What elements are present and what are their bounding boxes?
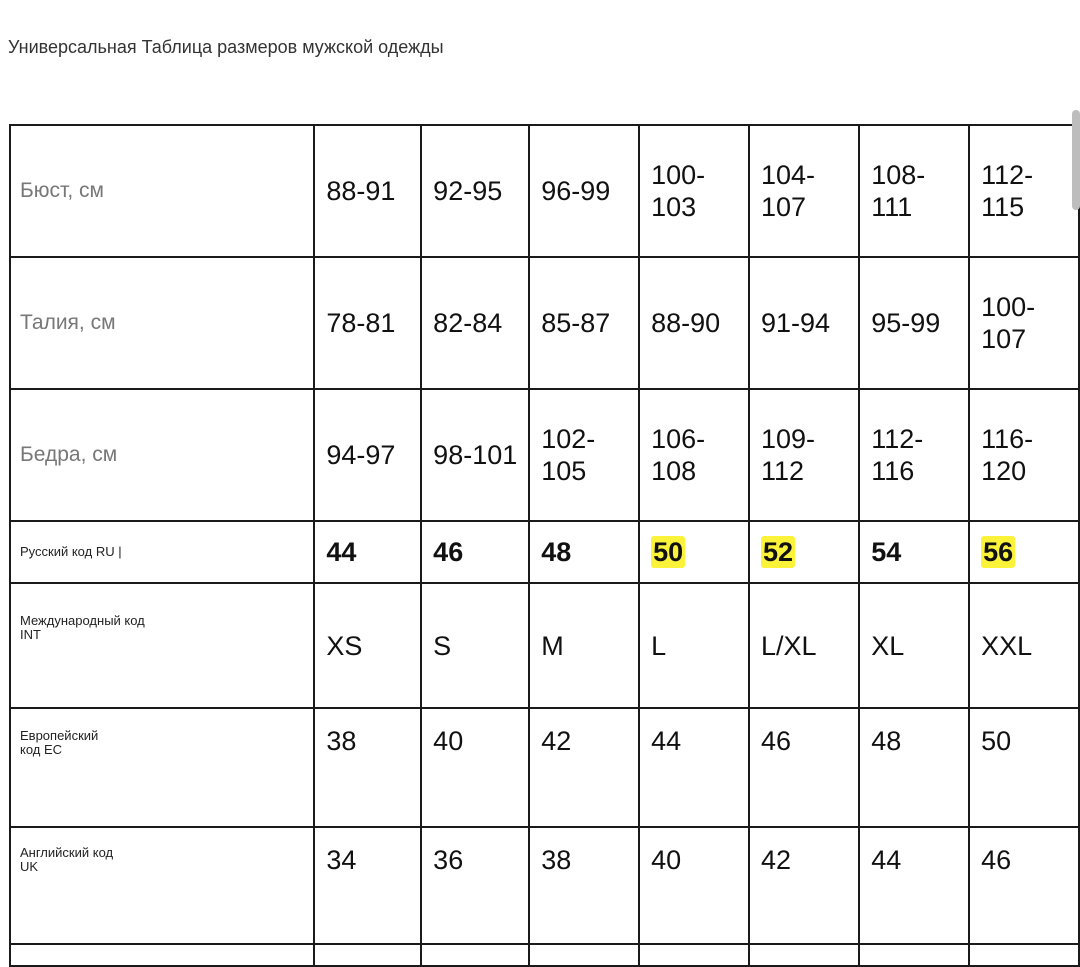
cell-value: 109-112 xyxy=(760,424,816,486)
table-cell xyxy=(314,257,421,389)
table-cell xyxy=(314,944,421,966)
cell-value: 78-81 xyxy=(326,308,396,338)
cell-value: 82-84 xyxy=(433,308,503,338)
cell-value: XL xyxy=(871,630,905,661)
table-cell xyxy=(749,583,859,708)
table-cell xyxy=(529,389,639,521)
table-cell xyxy=(749,521,859,583)
cell-value: L/XL xyxy=(760,630,817,661)
table-row-int-code xyxy=(10,583,1079,708)
table-cell xyxy=(529,827,639,944)
cell-value: L xyxy=(651,630,667,661)
table-cell xyxy=(969,257,1079,389)
cell-value: 40 xyxy=(651,845,682,875)
table-cell xyxy=(10,944,314,966)
cell-value: 46 xyxy=(981,845,1012,875)
row-label: Бюст, см xyxy=(20,179,104,202)
cell-value: 96-99 xyxy=(541,176,611,206)
row-label: Бедра, см xyxy=(20,443,118,466)
table-cell xyxy=(639,257,749,389)
table-cell xyxy=(421,521,529,583)
table-cell xyxy=(969,125,1079,257)
cell-value: 38 xyxy=(326,726,357,756)
table-cell xyxy=(969,389,1079,521)
table-cell xyxy=(969,583,1079,708)
table-cell xyxy=(421,125,529,257)
table-cell xyxy=(529,583,639,708)
table-cell xyxy=(314,521,421,583)
table-cell xyxy=(639,827,749,944)
highlighted-cell-value: 56 xyxy=(983,537,1014,567)
table-cell xyxy=(749,389,859,521)
cell-value: 42 xyxy=(760,845,792,875)
scrollbar-thumb[interactable] xyxy=(1072,110,1080,210)
table-cell xyxy=(421,944,529,966)
cell-value: 100-107 xyxy=(981,292,1036,354)
cell-value: 112-115 xyxy=(981,160,1034,222)
table-row-bust xyxy=(10,125,1079,257)
cell-value: 98-101 xyxy=(433,440,518,470)
row-label: Талия, см xyxy=(20,311,116,334)
cell-value: 104-107 xyxy=(760,160,816,222)
table-cell xyxy=(969,944,1079,966)
cell-value: 85-87 xyxy=(541,308,611,338)
table-cell xyxy=(421,708,529,827)
table-cell xyxy=(529,125,639,257)
cell-value: 94-97 xyxy=(326,440,396,470)
table-cell xyxy=(749,944,859,966)
table-cell xyxy=(749,827,859,944)
table-cell xyxy=(639,389,749,521)
cell-value: 100-103 xyxy=(651,160,706,222)
cell-value: 40 xyxy=(433,726,464,756)
row-label-cell xyxy=(10,708,314,827)
cell-value: 112-116 xyxy=(871,424,924,486)
table-cell xyxy=(639,125,749,257)
cell-value: XXL xyxy=(981,630,1033,661)
cell-value: 116-120 xyxy=(981,424,1034,486)
table-cell xyxy=(421,827,529,944)
row-label-cell xyxy=(10,125,314,257)
table-cell xyxy=(314,827,421,944)
cell-value: 46 xyxy=(433,537,464,567)
table-cell xyxy=(421,389,529,521)
cell-value: 44 xyxy=(651,726,682,756)
table-cell xyxy=(421,583,529,708)
table-cell xyxy=(859,521,969,583)
row-label-cell xyxy=(10,827,314,944)
cell-value: 48 xyxy=(871,726,902,756)
table-row-waist xyxy=(10,257,1079,389)
table-cell xyxy=(314,708,421,827)
cell-value: 102-105 xyxy=(541,424,596,486)
table-cell xyxy=(314,583,421,708)
cell-value: 108-111 xyxy=(871,160,926,222)
highlighted-cell-value: 52 xyxy=(762,537,794,567)
table-cell xyxy=(859,944,969,966)
table-row-eu-code xyxy=(10,708,1079,827)
cell-value: 36 xyxy=(433,845,464,875)
table-cell xyxy=(421,257,529,389)
table-cell xyxy=(314,389,421,521)
cell-value: 95-99 xyxy=(871,308,941,338)
table-cell xyxy=(639,708,749,827)
table-cell xyxy=(859,257,969,389)
cell-value: XS xyxy=(326,630,363,661)
row-label-cell xyxy=(10,583,314,708)
table-cell xyxy=(529,257,639,389)
table-row-ru-code xyxy=(10,521,1079,583)
row-label-cell xyxy=(10,389,314,521)
cell-value: 88-90 xyxy=(651,308,721,338)
size-table xyxy=(9,124,1080,967)
table-cell xyxy=(969,521,1079,583)
cell-value: 92-95 xyxy=(433,176,503,206)
cell-value: 46 xyxy=(760,726,792,756)
page-title: Универсальная Таблица размеров мужской одежды xyxy=(8,37,444,57)
cell-value: 88-91 xyxy=(326,176,396,206)
cell-value: S xyxy=(433,630,452,661)
table-cell xyxy=(639,583,749,708)
table-cell xyxy=(859,389,969,521)
row-label-cell xyxy=(10,257,314,389)
table-cell xyxy=(749,257,859,389)
row-label: Русский код RU | xyxy=(20,544,122,559)
cell-value: 42 xyxy=(541,726,572,756)
table-cell xyxy=(859,708,969,827)
table-row-uk-code xyxy=(10,827,1079,944)
table-cell xyxy=(969,708,1079,827)
table-cell xyxy=(529,521,639,583)
cell-value: 50 xyxy=(981,726,1012,756)
table-row-hips xyxy=(10,389,1079,521)
table-cell xyxy=(529,944,639,966)
cell-value: 44 xyxy=(871,845,902,875)
cell-value: 34 xyxy=(326,845,357,875)
row-label: Английский код UK xyxy=(20,845,114,874)
table-cell xyxy=(859,583,969,708)
cell-value: M xyxy=(541,630,564,661)
cell-value: 38 xyxy=(541,845,572,875)
table-row-cutoff xyxy=(10,944,1079,966)
cell-value: 106-108 xyxy=(651,424,706,486)
table-cell xyxy=(639,944,749,966)
row-label: Международный код INT xyxy=(20,613,145,642)
table-cell xyxy=(749,708,859,827)
table-cell xyxy=(859,827,969,944)
cell-value: 54 xyxy=(871,537,902,567)
table-cell xyxy=(639,521,749,583)
table-cell xyxy=(859,125,969,257)
cell-value: 91-94 xyxy=(760,308,831,338)
cell-value: 44 xyxy=(326,537,357,567)
highlighted-cell-value: 50 xyxy=(653,537,684,567)
table-cell xyxy=(749,125,859,257)
cell-value: 48 xyxy=(541,537,572,567)
table-cell xyxy=(969,827,1079,944)
row-label: Европейский код EC xyxy=(20,728,99,757)
row-label-cell xyxy=(10,521,314,583)
table-cell xyxy=(529,708,639,827)
table-cell xyxy=(314,125,421,257)
